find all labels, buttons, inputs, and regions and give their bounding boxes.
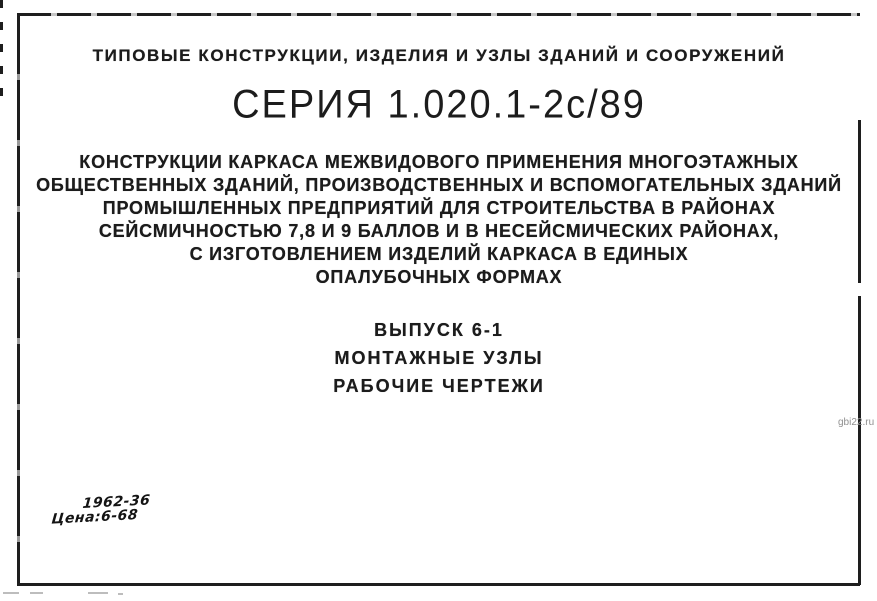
frame-border-right-lower <box>858 296 861 585</box>
site-watermark: gbi22.ru <box>838 417 875 428</box>
description-line: С ИЗГОТОВЛЕНИЕМ ИЗДЕЛИЙ КАРКАСА В ЕДИНЫХ <box>189 244 689 264</box>
section-title: МОНТАЖНЫЕ УЗЛЫ <box>334 348 544 368</box>
description-line: ОПАЛУБОЧНЫХ ФОРМАХ <box>315 267 563 287</box>
stamp-price: Цена:6-68 <box>50 507 139 528</box>
stamp-inventory-number: 1962-36 <box>81 492 152 512</box>
frame-border-right-upper <box>858 120 861 283</box>
section-title: РАБОЧИЕ ЧЕРТЕЖИ <box>333 376 545 396</box>
frame-border-top <box>17 13 860 16</box>
issue-number: ВЫПУСК 6-1 <box>374 320 504 340</box>
description-line: ПРОМЫШЛЕННЫХ ПРЕДПРИЯТИЙ ДЛЯ СТРОИТЕЛЬСТВА В РАЙОНАХ <box>102 198 776 218</box>
description-line: КОНСТРУКЦИИ КАРКАСА МЕЖВИДОВОГО ПРИМЕНЕНИЯ МНОГОЭТАЖНЫХ <box>79 152 799 172</box>
description-line: СЕЙСМИЧНОСТЬЮ 7,8 И 9 БАЛЛОВ И В НЕСЕЙСМИЧЕСКИХ РАЙОНАХ, <box>98 221 780 241</box>
issue-block <box>20 316 858 400</box>
scan-artifact <box>30 592 43 594</box>
handwritten-stamp <box>51 493 151 526</box>
series-title: СЕРИЯ 1.020.1-2с/89 <box>232 83 646 127</box>
scan-artifact <box>118 593 123 595</box>
description-paragraph <box>20 151 858 289</box>
description-line: ОБЩЕСТВЕННЫХ ЗДАНИЙ, ПРОИЗВОДСТВЕННЫХ И ВСПОМОГАТЕЛЬНЫХ ЗДАНИЙ <box>36 175 842 195</box>
scan-artifact <box>88 592 108 594</box>
document-header: ТИПОВЫЕ КОНСТРУКЦИИ, ИЗДЕЛИЯ И УЗЛЫ ЗДАНИЙ И СООРУЖЕНИЙ <box>92 46 786 65</box>
scan-artifact <box>3 592 19 594</box>
frame-border-bottom <box>19 583 860 586</box>
frame-border-right-dashed <box>0 0 3 102</box>
